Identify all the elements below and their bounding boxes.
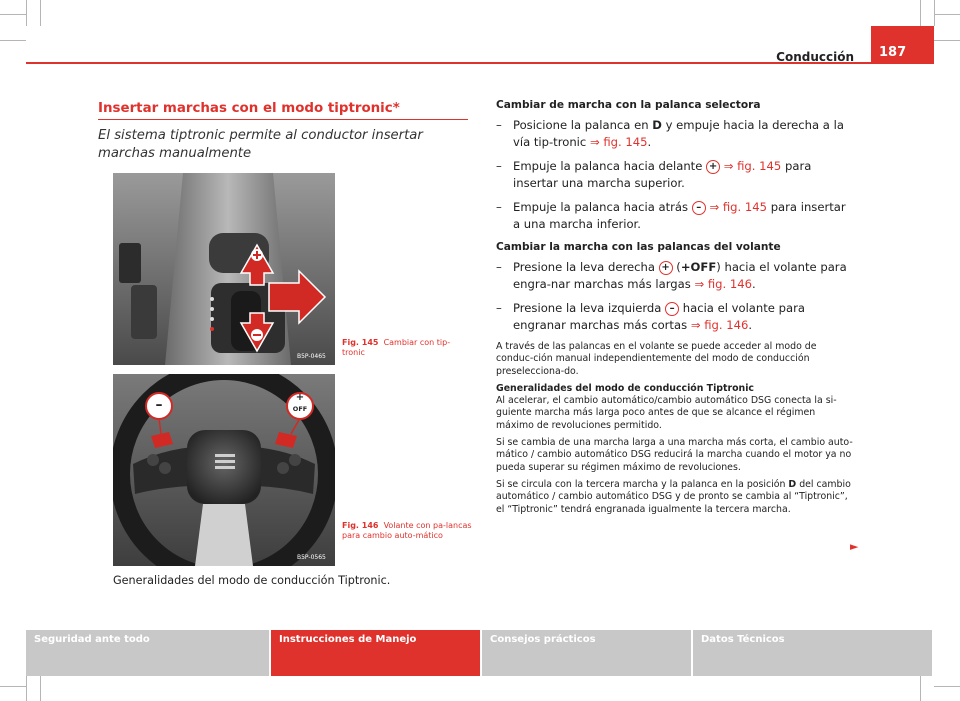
section-subtitle: El sistema tiptronic permite al conductor insertar marchas manualmente [98,128,423,161]
figure-145-code: B5P-0465 [297,353,326,360]
paddle-plus-callout: + [295,392,305,403]
crop-mark [40,0,41,26]
paragraph-manual-mode: A través de las palancas en el volante se puede acceder al modo de conduc-ción manual independientemente del modo de conducción preselecciona-do. [496,341,817,377]
list-item: – Presione la leva derecha + (+OFF) hacia el volante para engra-nar marchas más largas ⇒ fig. 146. [496,260,847,291]
list-item: – Empuje la palanca hacia atrás – ⇒ fig. 145 para insertar a una marcha inferior. [496,200,846,231]
crop-mark [934,14,960,15]
paragraph-downshift: Si se cambia de una marcha larga a una marcha más corta, el cambio auto-mático / cambio automático DSG reducirá la marcha cuando el motor ya no pueda superar su régimen máximo de revoluciones. [496,437,853,473]
section-rule [98,119,468,120]
crop-mark [0,686,26,687]
tab-instrucciones[interactable]: Instrucciones de Manejo [271,630,480,676]
crop-mark [920,676,921,701]
heading-tiptronic-general: Generalidades del modo de conducción Tiptronic [496,382,754,394]
section-title: Insertar marchas con el modo tiptronic* [98,101,400,116]
figure-reference-link[interactable]: ⇒ fig. 146 [690,318,749,332]
figure-reference-link[interactable]: ⇒ fig. 146 [694,277,753,291]
crop-mark [934,0,935,26]
heading-steering-paddles: Cambiar la marcha con las palancas del volante [496,241,781,253]
figure-145-caption-text: Cambiar con tip-tronic [342,338,451,357]
crop-mark [920,0,921,26]
list-item: – Presione la leva izquierda – hacia el volante para engranar marchas más cortas ⇒ fig. 146. [496,301,805,332]
plus-key-icon: + [706,160,720,174]
figure-146-steering-wheel [113,374,335,566]
list-item: – Posicione la palanca en D y empuje hacia la derecha a la vía tip-tronic ⇒ fig. 145. [496,118,844,149]
crop-mark [934,686,960,687]
figure-145-caption [342,338,472,358]
paragraph-acceleration: Al acelerar, el cambio automático/cambio automático DSG conecta la si-guiente marcha más larga poco antes de que se alcance el régimen máximo de revoluciones permitido. [496,395,837,431]
figure-146-caption-text: Volante con pa-lancas para cambio auto-mático [342,521,472,540]
list-item: – Empuje la palanca hacia delante + ⇒ fig. 145 para insertar una marcha superior. [496,159,812,190]
crop-mark [0,14,26,15]
footer-tabs [26,630,932,676]
figure-145-gear-lever [113,173,335,365]
left-bottom-text: Generalidades del modo de conducción Tiptronic. [113,574,391,587]
header-section-title: Conducción [776,50,854,64]
heading-gear-lever: Cambiar de marcha con la palanca selectora [496,99,761,111]
crop-mark [26,676,27,701]
crop-mark [40,676,41,701]
plus-key-icon: + [659,261,673,275]
right-column [496,99,856,516]
figure-reference-link[interactable]: ⇒ fig. 145 [705,200,768,214]
figure-reference-link[interactable]: ⇒ fig. 145 [589,135,648,149]
crop-mark [0,40,26,41]
tab-seguridad[interactable]: Seguridad ante todo [26,630,269,676]
figure-146-code: B5P-0565 [297,554,326,561]
paddle-minus-callout: – [155,397,163,413]
figure-145-label: Fig. 145 [342,338,379,347]
page-number: 187 [871,26,934,63]
minus-key-icon: – [665,302,679,316]
tab-datos[interactable]: Datos Técnicos [693,630,932,676]
crop-mark [934,40,960,41]
continue-arrow-icon: ► [850,540,859,553]
crop-mark [26,0,27,26]
tab-consejos[interactable]: Consejos prácticos [482,630,691,676]
figure-reference-link[interactable]: ⇒ fig. 145 [720,159,782,173]
paddle-off-callout: OFF [292,405,308,413]
figure-146-caption [342,521,472,541]
minus-key-icon: – [692,201,706,215]
figure-146-label: Fig. 146 [342,521,379,530]
paragraph-third-gear: Si se circula con la tercera marcha y la palanca en la posición D del cambio automático / cambio automático DSG y de pronto se cambia al “Tiptronic”, el “Tiptronic” tendrá engranada igualmente la tercera marcha. [496,478,851,515]
